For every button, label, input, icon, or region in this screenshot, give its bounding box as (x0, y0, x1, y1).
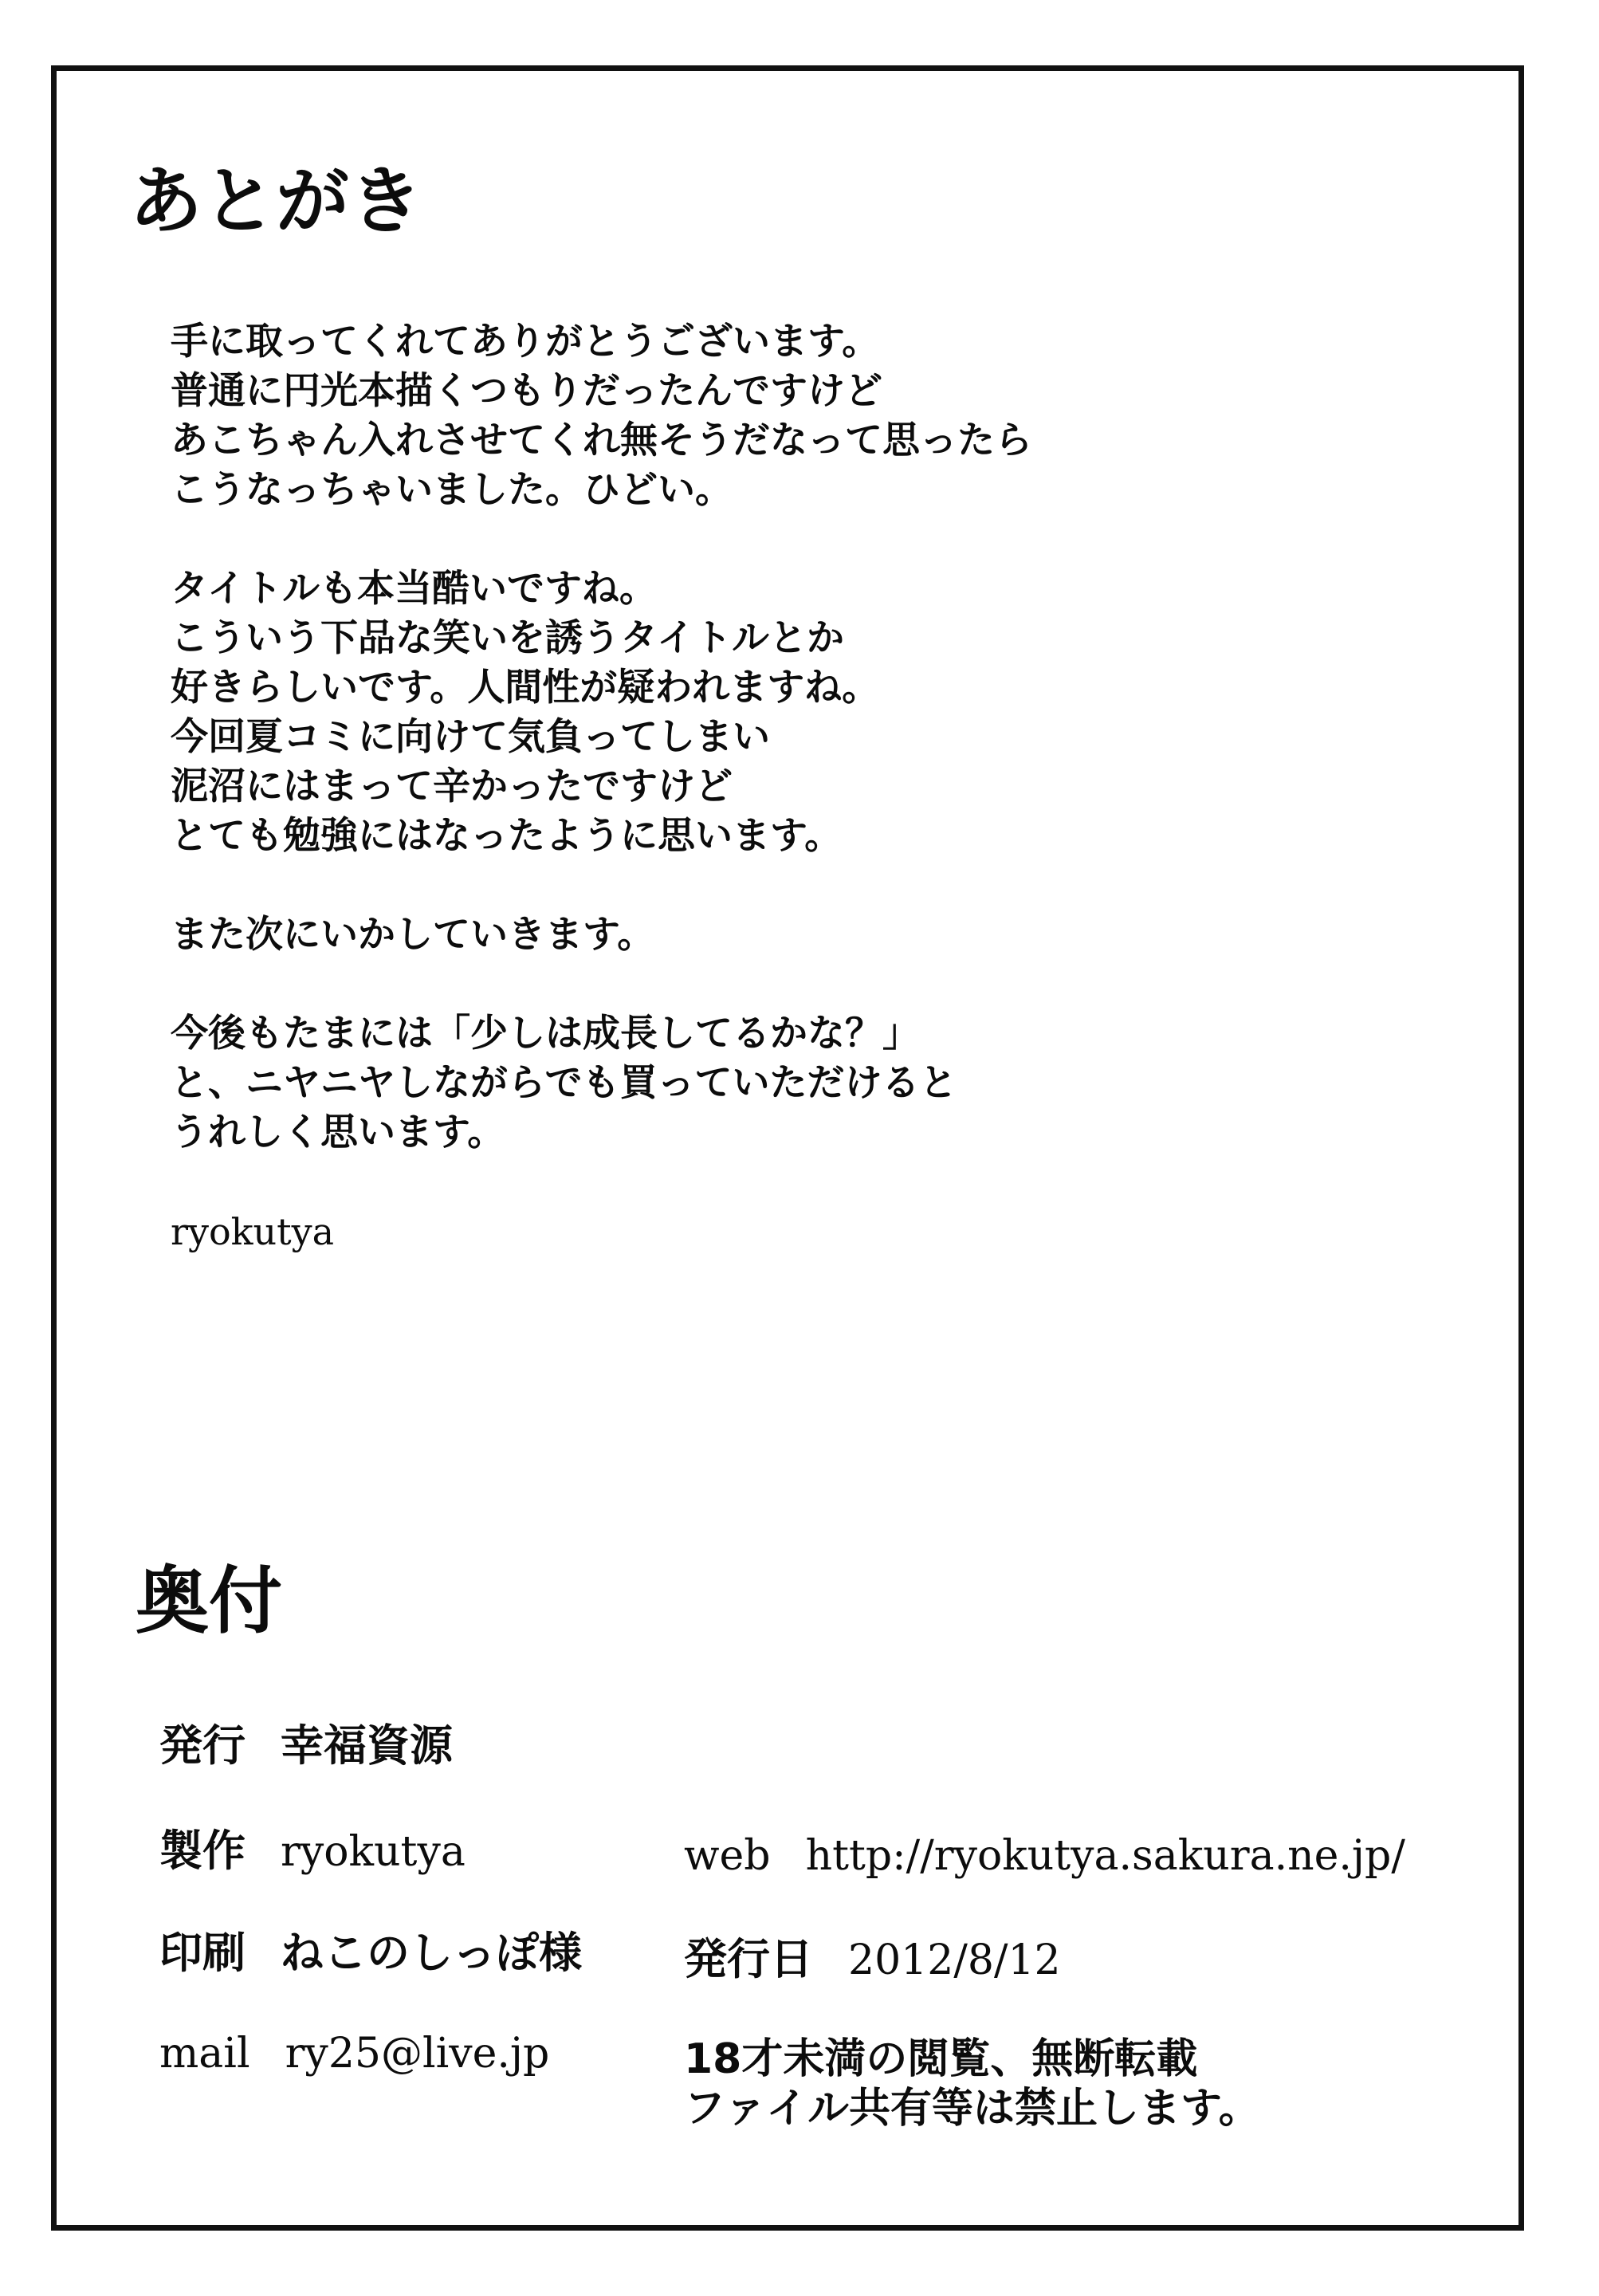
text-line: 泥沼にはまって辛かったですけど (171, 765, 733, 808)
afterword-paragraph (171, 910, 1414, 960)
afterword-title: あとがき (129, 158, 423, 244)
producer-label: 製作 (159, 1826, 246, 1876)
colophon-mail (159, 2031, 549, 2077)
afterword-signature: ryokutya (171, 1210, 335, 1253)
afterword-body (171, 317, 1414, 1256)
printer-label: 印刷 (159, 1928, 246, 1978)
mail-value: ry25@live.jp (285, 2030, 550, 2078)
colophon-publisher (159, 1722, 453, 1770)
text-line: 普通に円光本描くつもりだったんですけど (171, 369, 882, 413)
colophon-title: 奥付 (136, 1558, 283, 1644)
colophon-producer (159, 1827, 466, 1875)
web-label: web (684, 1832, 771, 1880)
producer-value: ryokutya (281, 1828, 466, 1876)
text-line: タイトルも本当酷いですね。 (171, 567, 658, 611)
colophon-issue-date (684, 1936, 1061, 1983)
issue-date-label: 発行日 (684, 1934, 813, 1984)
text-line: 今回夏コミに向けて気負ってしまい (171, 715, 770, 759)
text-line: うれしく思います。 (171, 1111, 505, 1154)
colophon-web (684, 1834, 1405, 1879)
printer-value: ねこのしっぽ様 (281, 1928, 582, 1978)
afterword-paragraph (171, 317, 1414, 515)
colophon-printer (159, 1929, 582, 1977)
publisher-label: 発行 (159, 1720, 246, 1771)
text-line: 好きらしいです。人間性が疑われますね。 (171, 666, 880, 710)
text-line: あこちゃん入れさせてくれ無そうだなって思ったら (171, 419, 1032, 462)
text-line: と、ニヤニヤしながらでも買っていただけると (171, 1061, 957, 1105)
notice-line: ファイル共有等は禁止します。 (684, 2085, 1260, 2133)
web-url: http://ryokutya.sakura.ne.jp/ (805, 1832, 1405, 1880)
text-line: また次にいかしていきます。 (171, 913, 655, 957)
text-line: こうなっちゃいました。ひどい。 (171, 468, 733, 512)
mail-label: mail (159, 2030, 250, 2078)
afterword-paragraph (171, 564, 1414, 861)
colophon-notice (684, 2035, 1260, 2133)
text-line: こういう下品な笑いを誘うタイトルとか (171, 616, 845, 660)
notice-line: 18才未満の閲覧、無断転載 (684, 2035, 1198, 2083)
text-line: 手に取ってくれてありがとうございます。 (171, 320, 880, 364)
afterword-paragraph (171, 1009, 1414, 1158)
issue-date-value: 2012/8/12 (848, 1936, 1061, 1984)
text-line: 今後もたまには「少しは成長してるかな？」 (171, 1012, 920, 1056)
publisher-value: 幸福資源 (281, 1720, 453, 1771)
text-line: とても勉強にはなったように思います。 (171, 814, 843, 858)
